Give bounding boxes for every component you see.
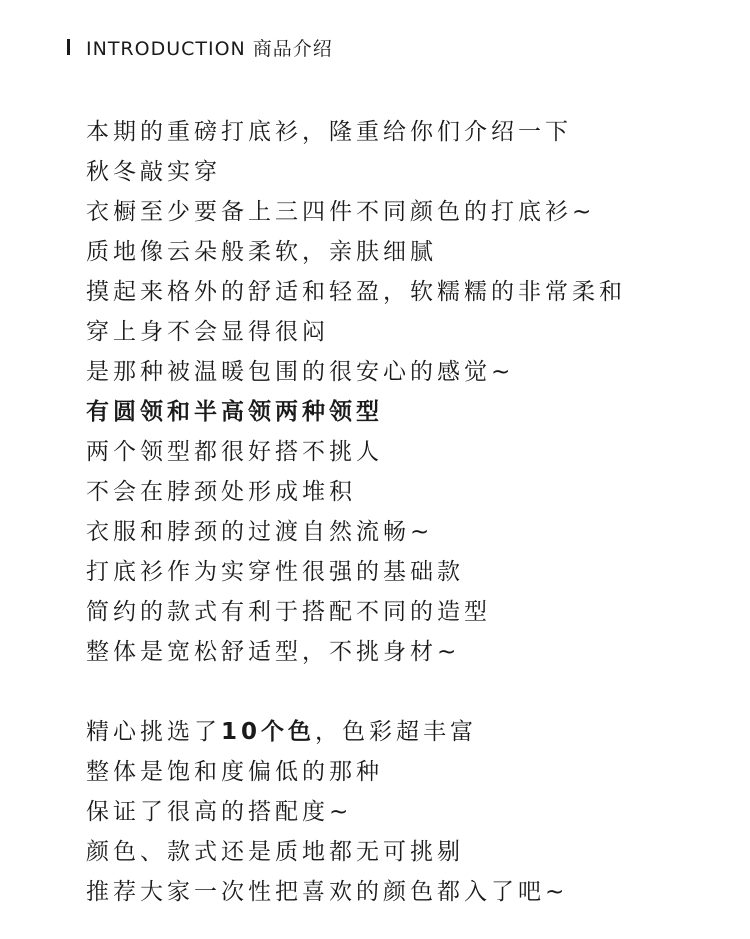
product-description — [86, 112, 726, 912]
description-line: 颜色、款式还是质地都无可挑剔 — [86, 839, 464, 865]
description-line: 衣橱至少要备上三四件不同颜色的打底衫~ — [86, 199, 596, 225]
description-line: 打底衫作为实穿性很强的基础款 — [86, 559, 464, 585]
header-accent-bar — [67, 39, 70, 55]
description-line: 推荐大家一次性把喜欢的颜色都入了吧~ — [86, 879, 569, 905]
description-line: 不会在脖颈处形成堆积 — [86, 479, 356, 505]
description-line: 衣服和脖颈的过渡自然流畅~ — [86, 519, 434, 545]
color-count-emphasis: 10个色 — [221, 719, 316, 745]
color-count-suffix: ，色彩超丰富 — [315, 719, 478, 745]
description-line: 整体是饱和度偏低的那种 — [86, 759, 383, 785]
description-line: 本期的重磅打底衫，隆重给你们介绍一下 — [86, 119, 572, 145]
section-header — [67, 34, 333, 60]
description-line: 简约的款式有利于搭配不同的造型 — [86, 599, 491, 625]
description-line: 是那种被温暖包围的很安心的感觉~ — [86, 359, 515, 385]
description-line: 秋冬敲实穿 — [86, 159, 221, 185]
section-title: INTRODUCTION 商品介绍 — [86, 37, 333, 60]
description-highlight-line: 有圆领和半高领两种领型 — [86, 399, 383, 425]
description-line: 穿上身不会显得很闷 — [86, 319, 329, 345]
description-line: 质地像云朵般柔软，亲肤细腻 — [86, 239, 437, 265]
paragraph-spacer — [86, 672, 726, 712]
color-count-prefix: 精心挑选了 — [86, 719, 221, 745]
description-line: 保证了很高的搭配度~ — [86, 799, 353, 825]
color-count-line — [86, 712, 726, 752]
description-line: 整体是宽松舒适型，不挑身材~ — [86, 639, 461, 665]
description-line: 两个领型都很好搭不挑人 — [86, 439, 383, 465]
description-line: 摸起来格外的舒适和轻盈，软糯糯的非常柔和 — [86, 279, 626, 305]
